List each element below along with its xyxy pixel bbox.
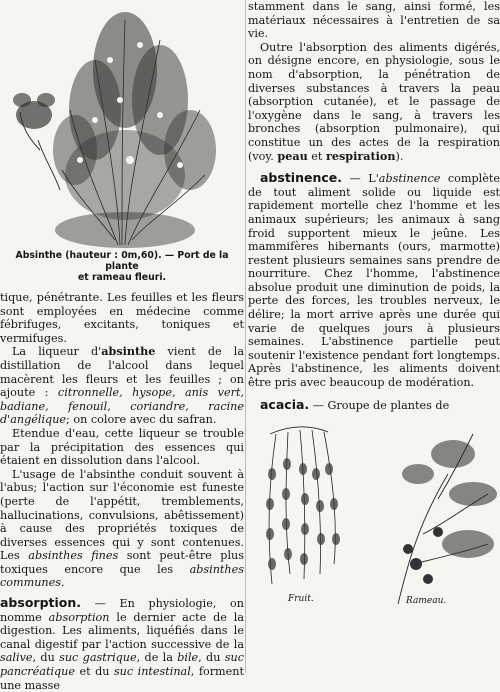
- acacia-headword: acacia.: [260, 396, 310, 412]
- absorption-headword: absorption.: [0, 595, 82, 611]
- absinthe-illustration: [0, 0, 244, 250]
- acacia-illustration: [248, 414, 500, 614]
- column-rule: [245, 0, 246, 673]
- absorption-paragraph-2: Outre l'absorption des aliments digérés, on désigne encore, en physiologie, sous le nom d'absorption, la pénétration de diverses substances à travers la peau (absorption cutanée), et le passage de l'oxygène dans le sang, à travers les bronches (absorption pulmonaire), qui constitue un des actes de la respiration (voy. peau et respiration).: [248, 40, 500, 163]
- absinthe-body-paragraph-2: La liqueur d'absinthe vient de la distillation de l'alcool dans lequel macèrent les fleurs et les feuilles ; on ajoute : citronnelle, hysope, anis vert, badiane, fenouil, coriandre, racine d'angélique; on colore avec du safran.: [0, 344, 245, 427]
- absinthe-body-paragraph-4: L'usage de l'absinthe conduit souvent à l'abus; l'action sur l'économie est funeste (perte de l'appétit, tremblements, hallucinations, convulsions, abêtissement) à cause des propriétés toxiques de diverses essences qui y sont contenues. Les absinthes fines sont peut-être plus toxiques encore que les absinthes communes.: [0, 467, 244, 590]
- absorption-entry: absorption. — En physiologie, on nomme absorption le dernier acte de la digestion. Les aliments, liquéfiés dans le canal digestif par l'action successive de la salive, du suc gastrique, de la bile, du suc pancréatique et du suc intestinal, forment une masse: [0, 595, 244, 692]
- absinthe-crossref: absinthe: [101, 344, 156, 359]
- acacia-figure: [248, 414, 500, 614]
- absinthe-body-paragraph-1: tique, pénétrante. Les feuilles et les fleurs sont employées en médecine comme fébrifuges, excitants, toniques et vermifuges.: [0, 291, 244, 345]
- right-column: [248, 0, 500, 614]
- acacia-entry: acacia. — Groupe de plantes de: [260, 396, 450, 412]
- absinthe-caption-line-1: Absinthe (hauteur : 0m,60). — Port de la plante: [15, 250, 229, 272]
- absorption-continuation: stamment dans le sang, ainsi formé, les matériaux nécessaires à l'entretien de sa vie.: [248, 0, 500, 41]
- absinthe-caption-line-2: et rameau fleuri.: [77, 272, 167, 283]
- absinthe-figure: [0, 0, 244, 250]
- absinthe-body-paragraph-3: Etendue d'eau, cette liqueur se trouble par la précipitation des essences qui étaient en dissolution dans l'alcool.: [0, 426, 244, 468]
- left-column: [0, 0, 244, 692]
- absinthe-caption: [0, 250, 244, 283]
- abstinence-headword: abstinence.: [260, 170, 342, 186]
- crossref-peau: peau: [277, 148, 308, 163]
- abstinence-entry: abstinence. — L'abstinence complète de tout aliment solide ou liquide est rapidement mortelle chez l'homme et les animaux supérieurs; les animaux à sang froid supportent mieux le jeûne. Les mammifères hibernants (ours, marmotte) restent plusieurs semaines sans prendre de nourriture. Chez l'homme, l'abstinence absolue produit une diminution de poids, la perte des forces, les troubles nerveux, le délire; la mort arrive après une durée qui varie de quelques jours à plusieurs semaines. L'abstinence partielle peut soutenir l'existence pendant fort longtemps. Après l'abstinence, les aliments doivent être pris avec beaucoup de modération.: [248, 170, 500, 390]
- acacia-rameau-label: Rameau.: [406, 596, 447, 607]
- crossref-respiration: respiration: [325, 148, 396, 163]
- acacia-fruit-label: Fruit.: [288, 594, 314, 605]
